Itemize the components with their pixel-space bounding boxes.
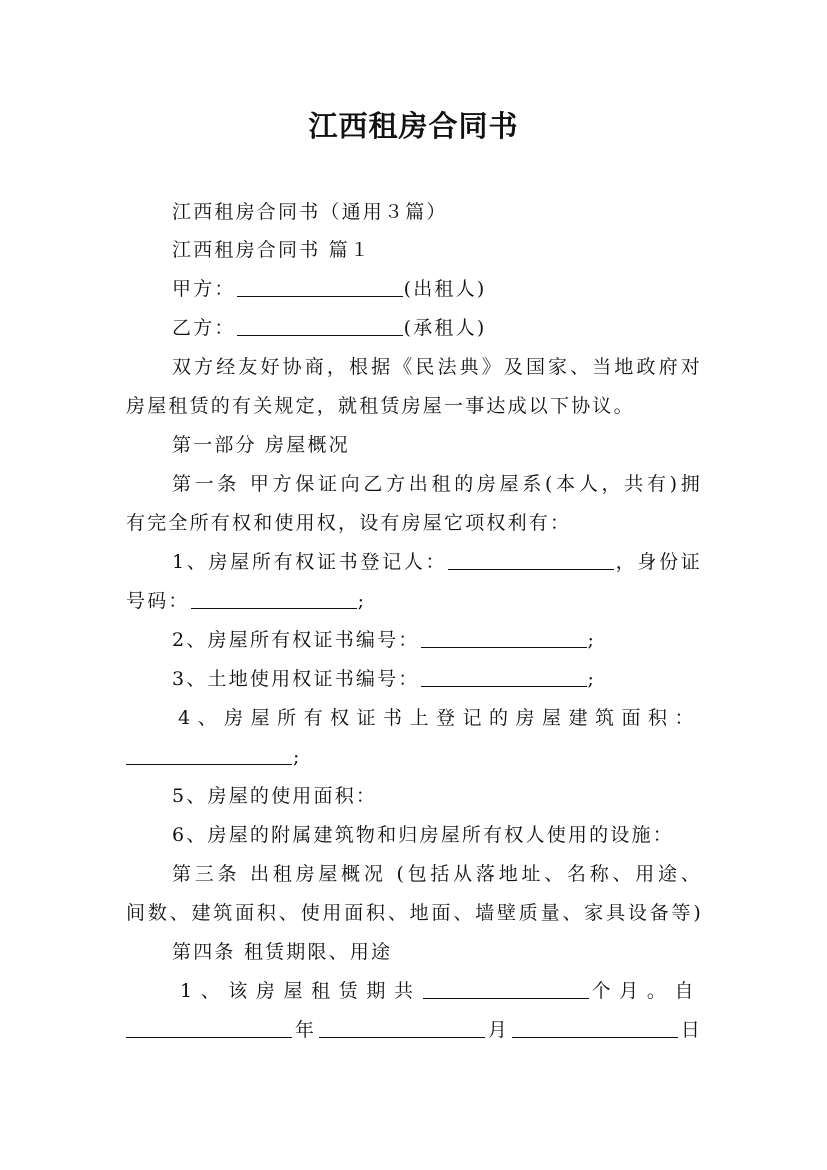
term-months-blank [423, 980, 589, 999]
floor-area-blank [126, 746, 292, 765]
item-suffix: ; [293, 746, 302, 768]
land-cert-blank [421, 668, 587, 687]
item-suffix: ; [587, 629, 597, 651]
subtitle-line: 江西租房合同书（通用３篇） [172, 201, 448, 223]
item-line [172, 548, 702, 576]
year-blank [126, 1019, 292, 1038]
party-a-role: (出租人) [403, 278, 487, 300]
part-heading: 第一部分 房屋概况 [172, 434, 350, 456]
month-blank [319, 1019, 485, 1038]
day-label: 日 [678, 1019, 703, 1041]
party-b-role: (承租人) [403, 317, 487, 339]
paragraph-line: 房屋租赁的有关规定，就租赁房屋一事达成以下协议。 [126, 395, 635, 417]
ownership-cert-blank [421, 629, 587, 648]
item-suffix: ; [357, 590, 367, 612]
party-b-line [172, 314, 702, 342]
item-label: 1、房屋所有权证书登记人： [172, 551, 448, 573]
date-line [126, 1016, 702, 1044]
day-blank [512, 1019, 678, 1038]
party-a-blank [237, 278, 403, 297]
item-line: 4、房屋所有权证书上登记的房屋建筑面积： [178, 707, 700, 729]
party-b-blank [237, 317, 403, 336]
document-title: 江西租房合同书 [308, 109, 519, 143]
term-label: 1、该房屋租赁期共 [180, 980, 422, 1002]
party-a-line [172, 275, 702, 303]
party-b-label: 乙方： [172, 317, 236, 339]
item-label: 2、房屋所有权证书编号： [172, 629, 420, 651]
article-line: 有完全所有权和使用权，设有房屋它项权利有： [126, 512, 572, 534]
item-label: 号码： [126, 590, 190, 612]
item-suffix: ; [587, 668, 597, 690]
item-line: 5、房屋的使用面积： [172, 785, 378, 807]
term-suffix: 个月。自 [589, 980, 700, 1002]
article-line: 第一条 甲方保证向乙方出租的房屋系(本人，共有)拥 [172, 473, 702, 495]
item-line: 6、房屋的附属建筑物和归房屋所有权人使用的设施： [172, 824, 674, 846]
id-number-blank [191, 590, 357, 609]
article-heading: 第四条 租赁期限、用途 [172, 941, 393, 963]
item-suffix: ，身份证 [615, 551, 702, 573]
year-label: 年 [293, 1019, 318, 1041]
article-line: 第三条 出租房屋概况 (包括从落地址、名称、用途、 [172, 863, 702, 885]
party-a-label: 甲方： [172, 278, 236, 300]
item-line [126, 587, 702, 615]
paragraph-line: 双方经友好协商，根据《民法典》及国家、当地政府对 [172, 356, 702, 378]
item-line [172, 665, 702, 693]
term-line [180, 977, 700, 1005]
article-line: 间数、建筑面积、使用面积、地面、墙壁质量、家具设备等) [126, 902, 702, 924]
item-line [172, 626, 702, 654]
month-label: 月 [485, 1019, 511, 1041]
item-line [126, 743, 702, 771]
item-label: 3、土地使用权证书编号： [172, 668, 420, 690]
registrant-blank [448, 551, 614, 570]
section-heading: 江西租房合同书 篇１ [172, 239, 372, 261]
